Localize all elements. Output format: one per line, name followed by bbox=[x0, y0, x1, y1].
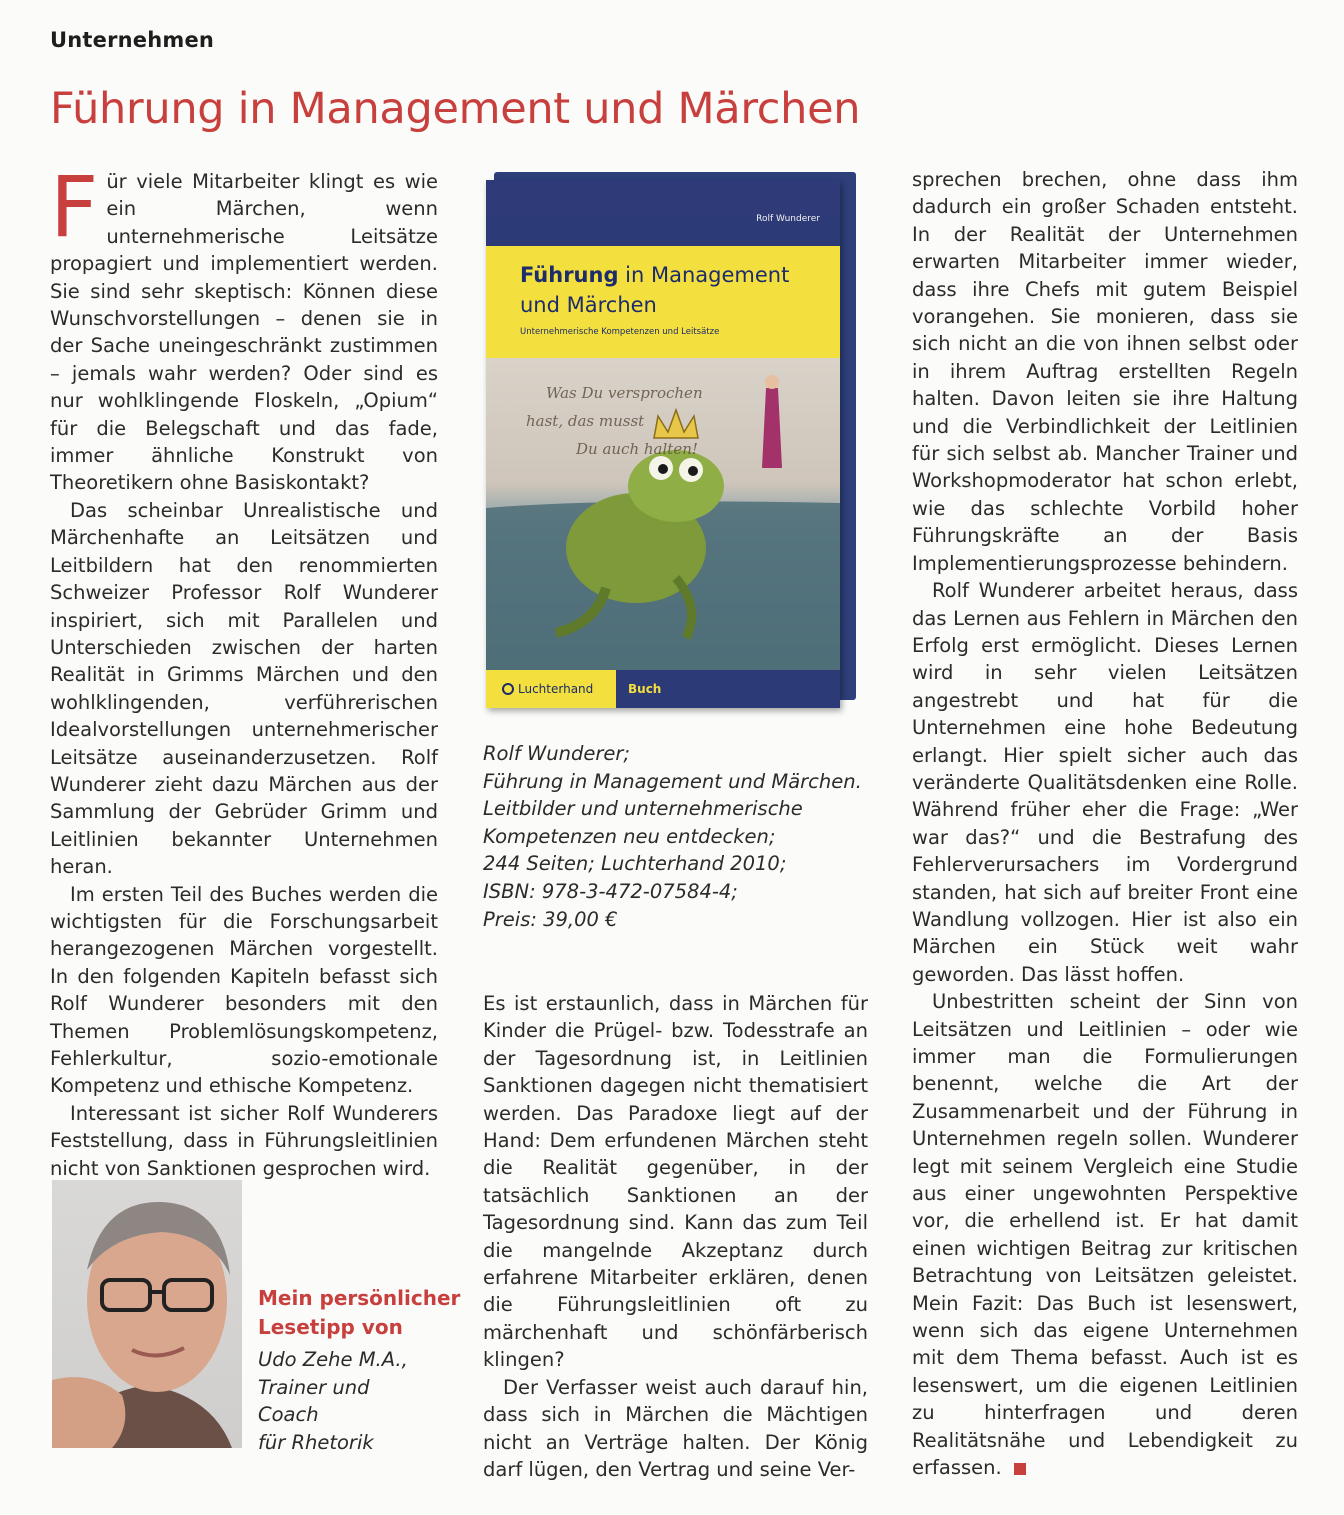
paragraph: Das scheinbar Unrealistische und Märchenhafte an Leitsätzen und Leitbildern hat den renommierten Schweizer Professor Rolf Wunderer inspiriert, sich mit Parallelen und Unterschieden zwischen der harten Realität in Grimms Märchen und den wohlklingenden, verführerischen Idealvorstellungen unternehmerischer Leitsätze auseinanderzusetzen. Rolf Wunderer zieht dazu Märchen aus der Sammlung der Gebrüder Grimm und Leitlinien bekannter Unternehmen heran. bbox=[50, 498, 438, 879]
book-publisher: Luchterhand bbox=[518, 682, 594, 696]
paragraph: Unbestritten scheint der Sinn von Leitsätzen und Leitlinien – oder wie immer man die Formulierungen benennt, welche die Art der Zusammenarbeit und der Führung in Unternehmen regeln sollen. Wunderer legt mit seinem Vergleich eine Studie aus einer ungewohnten Perspektive vor, die erhellend ist. Er hat damit einen wichtigen Beitrag zur kritischen Betrachtung von Leitsätzen geleistet. Mein Fazit: Das Buch ist lesenswert, wenn sich das eigene Unternehmen mit dem Thema befasst. Auch ist es lesenswert, um die eigenen Leitlinien zu hinterfragen und deren Realitätsnähe und Lebendigkeit zu erfassen. bbox=[912, 990, 1298, 1480]
publisher-logo-icon bbox=[502, 683, 514, 695]
section-label: Unternehmen bbox=[50, 28, 215, 52]
caption-line: ISBN: 978-3-472-07584-4; bbox=[483, 879, 738, 903]
paragraph: Im ersten Teil des Buches werden die wichtigsten für die Forschungsarbeit herangezogenen Märchen vorgestellt. In den folgenden Kapiteln befasst sich Rolf Wunderer besonders mit den Themen Problemlösungskompetenz, Fehlerkultur, sozio-emotionale Kompetenz und ethische Kompetenz. bbox=[50, 882, 438, 1098]
book-series: Buch bbox=[628, 682, 662, 696]
portrait-illustration bbox=[52, 1180, 242, 1448]
frog-illustration bbox=[486, 358, 840, 670]
book-cover-image bbox=[486, 172, 858, 708]
article-column-1 bbox=[50, 158, 438, 1182]
paragraph: Es ist erstaunlich, dass in Märchen für Kinder die Prügel- bzw. Todesstrafe an der Tagesordnung ist, in Leitlinien Sanktionen dagegen nicht thematisiert werden. Das Paradoxe liegt auf der Hand: Dem erfundenen Märchen steht die Realität gegenüber, in der tatsächlich Sanktionen an der Tagesordnung sind. Kann das zum Teil die mangelnde Akzeptanz durch erfahrene Mitarbeiter erklären, denen die Führungsleitlinien oft zu märchenhaft und schönfärberisch klingen? bbox=[483, 992, 868, 1372]
caption-line: Kompetenzen neu entdecken; bbox=[483, 824, 776, 848]
svg-text:Du auch halten!: Du auch halten! bbox=[576, 440, 698, 458]
frog-king-illustration bbox=[486, 358, 840, 670]
svg-text:hast, das musst: hast, das musst bbox=[526, 412, 645, 430]
caption-line: Leitbilder und unternehmerische bbox=[483, 797, 803, 821]
article-column-2 bbox=[483, 990, 868, 1483]
paragraph: Für viele Mitarbeiter klingt es wie ein Märchen, wenn unternehmerische Leitsätze propagiert und implementiert werden. Sie sind sehr skeptisch: Können diese Wunschvorstellungen – denen sie in der Sache uneingeschränkt zustimmen – jemals wahr werden? Oder sind es nur wohlklingende Floskeln, „Opium“ für die Belegschaft und das fade, immer ähnliche Konstrukt von Theoretikern ohne Basiskontakt? bbox=[50, 158, 438, 495]
dropcap: F bbox=[50, 158, 99, 256]
book-title: Führung in Management und Märchen bbox=[520, 263, 790, 317]
book-caption bbox=[483, 740, 862, 933]
article-headline: Führung in Management und Märchen bbox=[50, 84, 861, 134]
caption-line: Rolf Wunderer; bbox=[483, 742, 630, 765]
book-front bbox=[486, 180, 840, 708]
caption-line: 244 Seiten; Luchterhand 2010; bbox=[483, 852, 787, 876]
article-column-3 bbox=[912, 166, 1298, 1482]
book-subtitle: Unternehmerische Kompetenzen und Leitsätze bbox=[520, 327, 720, 337]
svg-text:Was Du versprochen: Was Du versprochen bbox=[546, 384, 703, 402]
caption-line: Preis: 39,00 € bbox=[483, 907, 618, 931]
reading-tip-heading: Mein persönlicher Lesetipp von bbox=[258, 1286, 461, 1339]
book-author: Rolf Wunderer bbox=[756, 214, 820, 224]
end-mark-icon bbox=[1014, 1463, 1026, 1475]
paragraph: Rolf Wunderer arbeitet heraus, dass das Lernen aus Fehlern in Märchen den Erfolg erst ermöglicht. Dieses Lernen wird in sehr vielen Leitsätzen angestrebt und hat für die Unternehmen eine hohe Bedeutung erlangt. Hier spielt sicher auch das veränderte Qualitätsdenken eine Rolle. Während früher eher die Frage: „Wer war das?“ und die Bestrafung des Fehlerverursachers im Vordergrund standen, hat sich auf breiter Front eine Wandlung vollzogen. Hier ist also ein Märchen ein Stück weit wahr geworden. Das lässt hoffen. bbox=[912, 579, 1298, 986]
author-portrait-photo bbox=[52, 1180, 242, 1448]
reading-tip-author: Udo Zehe M.A., Trainer und Coach für Rhetorik bbox=[258, 1348, 408, 1454]
paragraph: Der Verfasser weist auch darauf hin, dass sich in Märchen die Mächtigen nicht an Verträge halten. Der König darf lügen, den Vertrag und seine Ver- bbox=[483, 1375, 868, 1481]
paragraph: sprechen brechen, ohne dass ihm dadurch ein großer Schaden entsteht. In der Realität der Unternehmen erwarten Mitarbeiter immer wieder, dass ihre Chefs mit gutem Beispiel vorangehen. Sie monieren, dass sie sich nicht an die von ihnen selbst oder in ihrem Auftrag erstellten Regeln halten. Davon leiten sie ihre Haltung und die Verbindlichkeit der Leitlinien für sich selbst ab. Mancher Trainer und Workshopmoderator hat schon erlebt, wie das schlechte Vorbild hoher Führungskräfte an der Basis Implementierungsprozesse behindern. bbox=[912, 168, 1298, 575]
caption-line: Führung in Management und Märchen. bbox=[483, 769, 862, 793]
paragraph: Interessant ist sicher Rolf Wunderers Feststellung, dass in Führungsleitlinien nicht von Sanktionen gesprochen wird. bbox=[50, 1101, 438, 1180]
